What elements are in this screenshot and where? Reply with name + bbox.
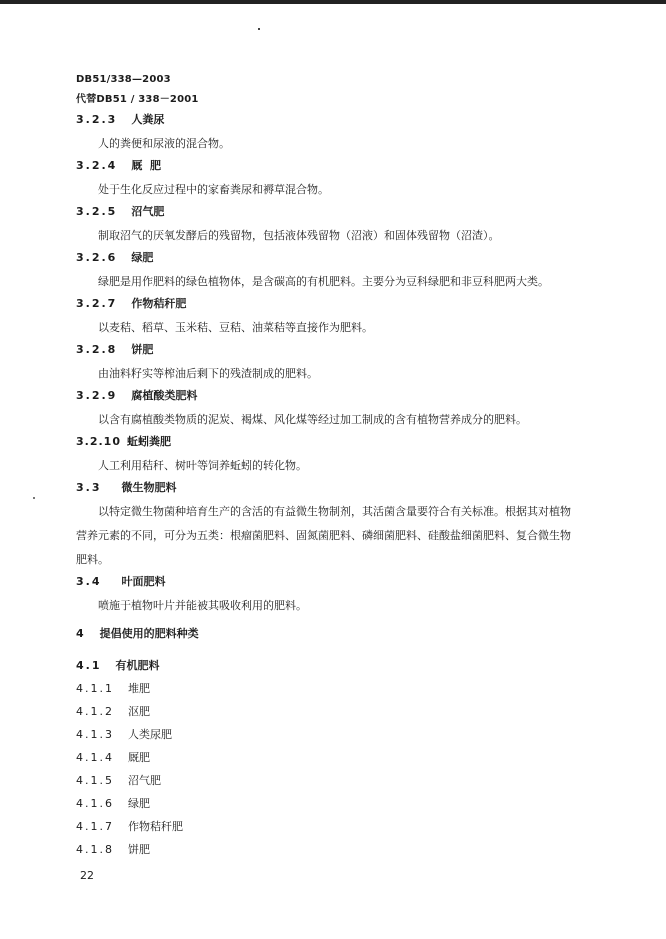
doc-replaces: 代替DB51 / 338－2001 <box>76 94 199 105</box>
section-text: 肥料。 <box>76 553 109 566</box>
list-item: 4.1.6 绿肥 <box>76 797 150 810</box>
scan-speck <box>258 28 260 30</box>
section-heading: 3.3 微生物肥料 <box>76 481 177 494</box>
section-heading: 3.2.10 蚯蚓粪肥 <box>76 435 171 448</box>
section-text: 绿肥是用作肥料的绿色植物体，是含碳高的有机肥料。主要分为豆科绿肥和非豆科肥两大类。 <box>98 275 549 288</box>
section-text: 以含有腐植酸类物质的泥炭、褐煤、风化煤等经过加工制成的含有植物营养成分的肥料。 <box>98 413 527 426</box>
section-heading: 3.2.4 厩 肥 <box>76 159 161 172</box>
scan-edge-bar <box>0 0 666 4</box>
list-item: 4.1.5 沼气肥 <box>76 774 161 787</box>
list-item: 4.1.8 饼肥 <box>76 843 150 856</box>
section-text: 喷施于植物叶片并能被其吸收利用的肥料。 <box>98 599 307 612</box>
section-text: 人的粪便和尿液的混合物。 <box>98 137 230 150</box>
subsection-heading: 4.1 有机肥料 <box>76 659 160 672</box>
chapter-heading: 4 提倡使用的肥料种类 <box>76 627 199 640</box>
section-text: 人工利用秸秆、树叶等饲养蚯蚓的转化物。 <box>98 459 307 472</box>
section-text: 以麦秸、稻草、玉米秸、豆秸、油菜秸等直接作为肥料。 <box>98 321 373 334</box>
section-text: 由油料籽实等榨油后剩下的残渣制成的肥料。 <box>98 367 318 380</box>
section-heading: 3.2.3 人粪尿 <box>76 113 165 126</box>
section-heading: 3.4 叶面肥料 <box>76 575 166 588</box>
list-item: 4.1.7 作物秸秆肥 <box>76 820 183 833</box>
section-heading: 3.2.9 腐植酸类肥料 <box>76 389 198 402</box>
section-text: 处于生化反应过程中的家畜粪尿和褥草混合物。 <box>98 183 329 196</box>
section-text: 制取沼气的厌氧发酵后的残留物，包括液体残留物（沼液）和固体残留物（沼渣）。 <box>98 229 500 242</box>
section-text: 以特定微生物菌种培育生产的含活的有益微生物制剂，其活菌含量要符合有关标准。根据其对植物 <box>98 505 571 518</box>
section-text: 营养元素的不同，可分为五类：根瘤菌肥料、固氮菌肥料、磷细菌肥料、硅酸盐细菌肥料、复合微生物 <box>76 529 571 542</box>
list-item: 4.1.2 沤肥 <box>76 705 150 718</box>
page-number: 22 <box>80 869 94 882</box>
section-heading: 3.2.6 绿肥 <box>76 251 154 264</box>
scan-speck <box>33 497 35 499</box>
list-item: 4.1.4 厩肥 <box>76 751 150 764</box>
section-heading: 3.2.5 沼气肥 <box>76 205 165 218</box>
doc-id: DB51/338—2003 <box>76 74 171 85</box>
list-item: 4.1.3 人类尿肥 <box>76 728 172 741</box>
section-heading: 3.2.7 作物秸秆肥 <box>76 297 187 310</box>
list-item: 4.1.1 堆肥 <box>76 682 150 695</box>
section-heading: 3.2.8 饼肥 <box>76 343 154 356</box>
